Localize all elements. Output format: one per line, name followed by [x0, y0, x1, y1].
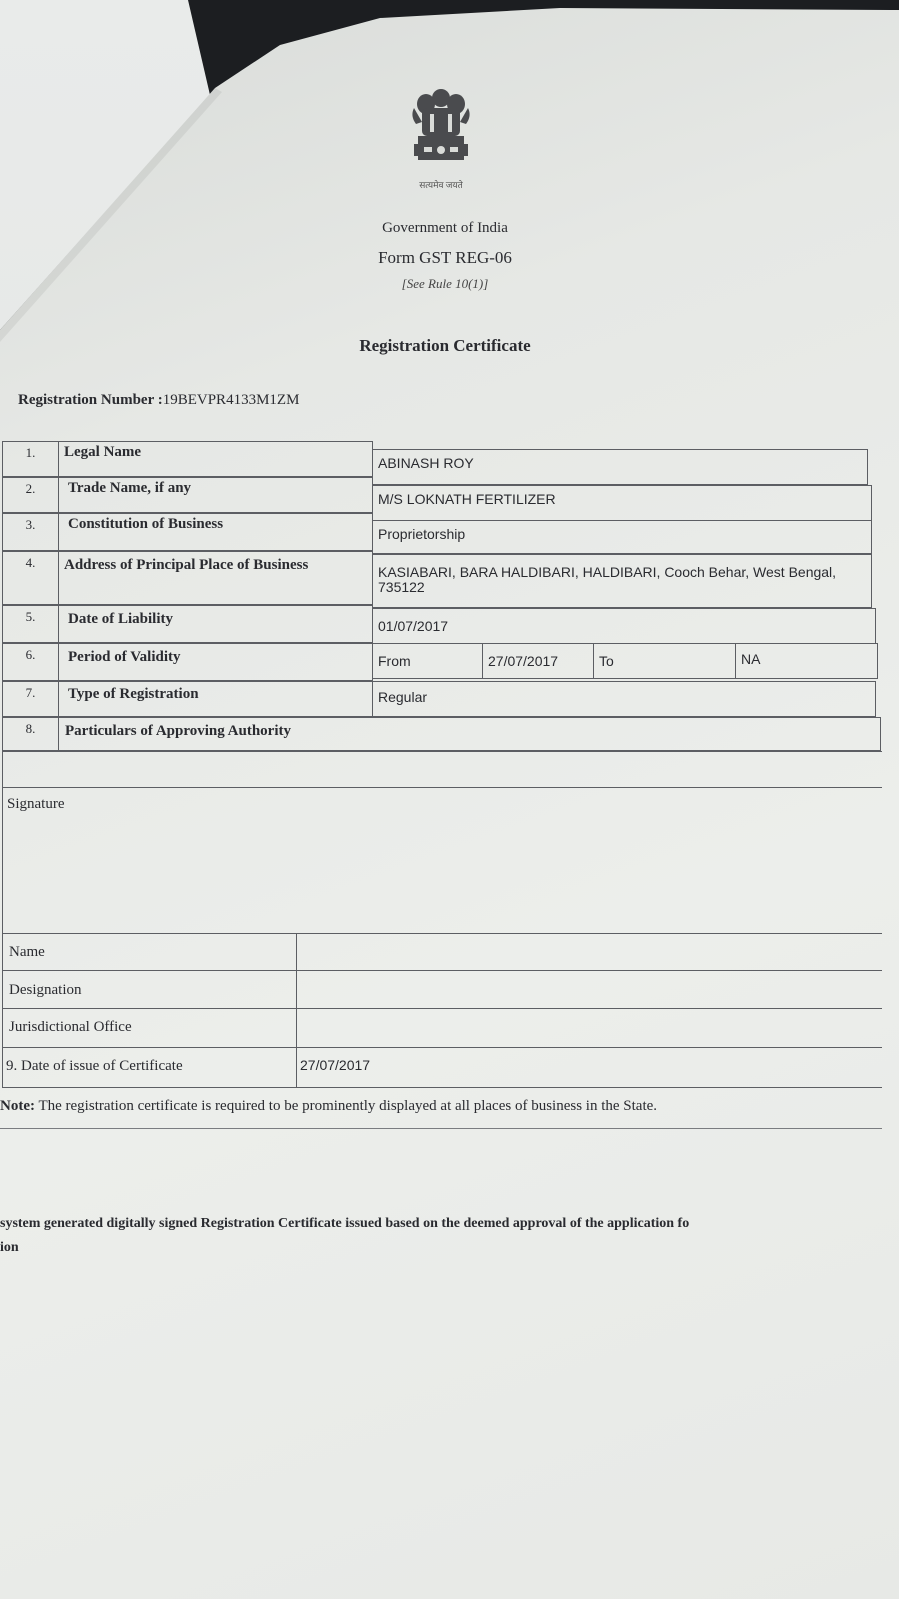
display-note	[0, 1098, 657, 1115]
note-text: The registration certificate is required to be prominently displayed at all places of business in the State.	[34, 1098, 658, 1114]
issue-date-label: 9. Date of issue of Certificate	[6, 1058, 183, 1074]
registration-number-value: 19BEVPR4133M1ZM	[162, 392, 300, 408]
address-value: KASIABARI, BARA HALDIBARI, HALDIBARI, Cooch Behar, West Bengal, 735122	[372, 554, 872, 608]
row-number: 7.	[2, 681, 59, 717]
constitution-value: Proprietorship	[372, 520, 872, 554]
validity-to-value: NA	[735, 643, 878, 679]
legal-name-value: ABINASH ROY	[372, 449, 868, 485]
form-heading: Form GST REG-06	[378, 248, 512, 267]
row-number: 4.	[2, 551, 59, 605]
name-label: Name	[9, 944, 45, 960]
row-number: 8.	[2, 717, 59, 751]
registration-type-value: Regular	[372, 681, 876, 717]
footer-statement: system generated digitally signed Registration Certificate issued based on the deemed approval of the application fo	[0, 1216, 690, 1231]
row-label: Legal Name	[58, 441, 373, 477]
issue-date-value: 27/07/2017	[300, 1057, 371, 1073]
validity-from-value: 27/07/2017	[482, 643, 594, 679]
certificate-title: Registration Certificate	[359, 336, 531, 355]
row-number: 1.	[2, 441, 59, 477]
row-label: Trade Name, if any	[58, 477, 373, 513]
validity-to-label: To	[593, 643, 736, 679]
signature-label: Signature	[7, 796, 65, 812]
row-number: 3.	[2, 513, 59, 551]
row-number: 2.	[2, 477, 59, 513]
rule-reference: [See Rule 10(1)]	[401, 276, 489, 291]
row-label: Address of Principal Place of Business	[58, 551, 373, 605]
row-number: 5.	[2, 605, 59, 643]
jurisdictional-office-label: Jurisdictional Office	[9, 1019, 132, 1035]
row-label: Date of Liability	[58, 605, 373, 643]
liability-date-value: 01/07/2017	[372, 608, 876, 644]
designation-label: Designation	[9, 982, 82, 998]
emblem-motto: सत्यमेव जयते	[419, 180, 463, 190]
registration-number-label: Registration Number :	[18, 392, 163, 408]
row-number: 6.	[2, 643, 59, 681]
registration-number	[18, 392, 299, 409]
approving-authority-label: Particulars of Approving Authority	[58, 717, 881, 751]
row-label: Constitution of Business	[58, 513, 373, 551]
validity-from-label: From	[372, 643, 483, 679]
note-prefix: Note:	[0, 1098, 35, 1114]
trade-name-value: M/S LOKNATH FERTILIZER	[372, 485, 872, 521]
footer-statement-continued: ion	[0, 1240, 19, 1255]
row-label: Type of Registration	[58, 681, 373, 717]
row-label: Period of Validity	[58, 643, 373, 681]
national-emblem-icon	[408, 84, 474, 176]
government-heading: Government of India	[382, 220, 508, 236]
